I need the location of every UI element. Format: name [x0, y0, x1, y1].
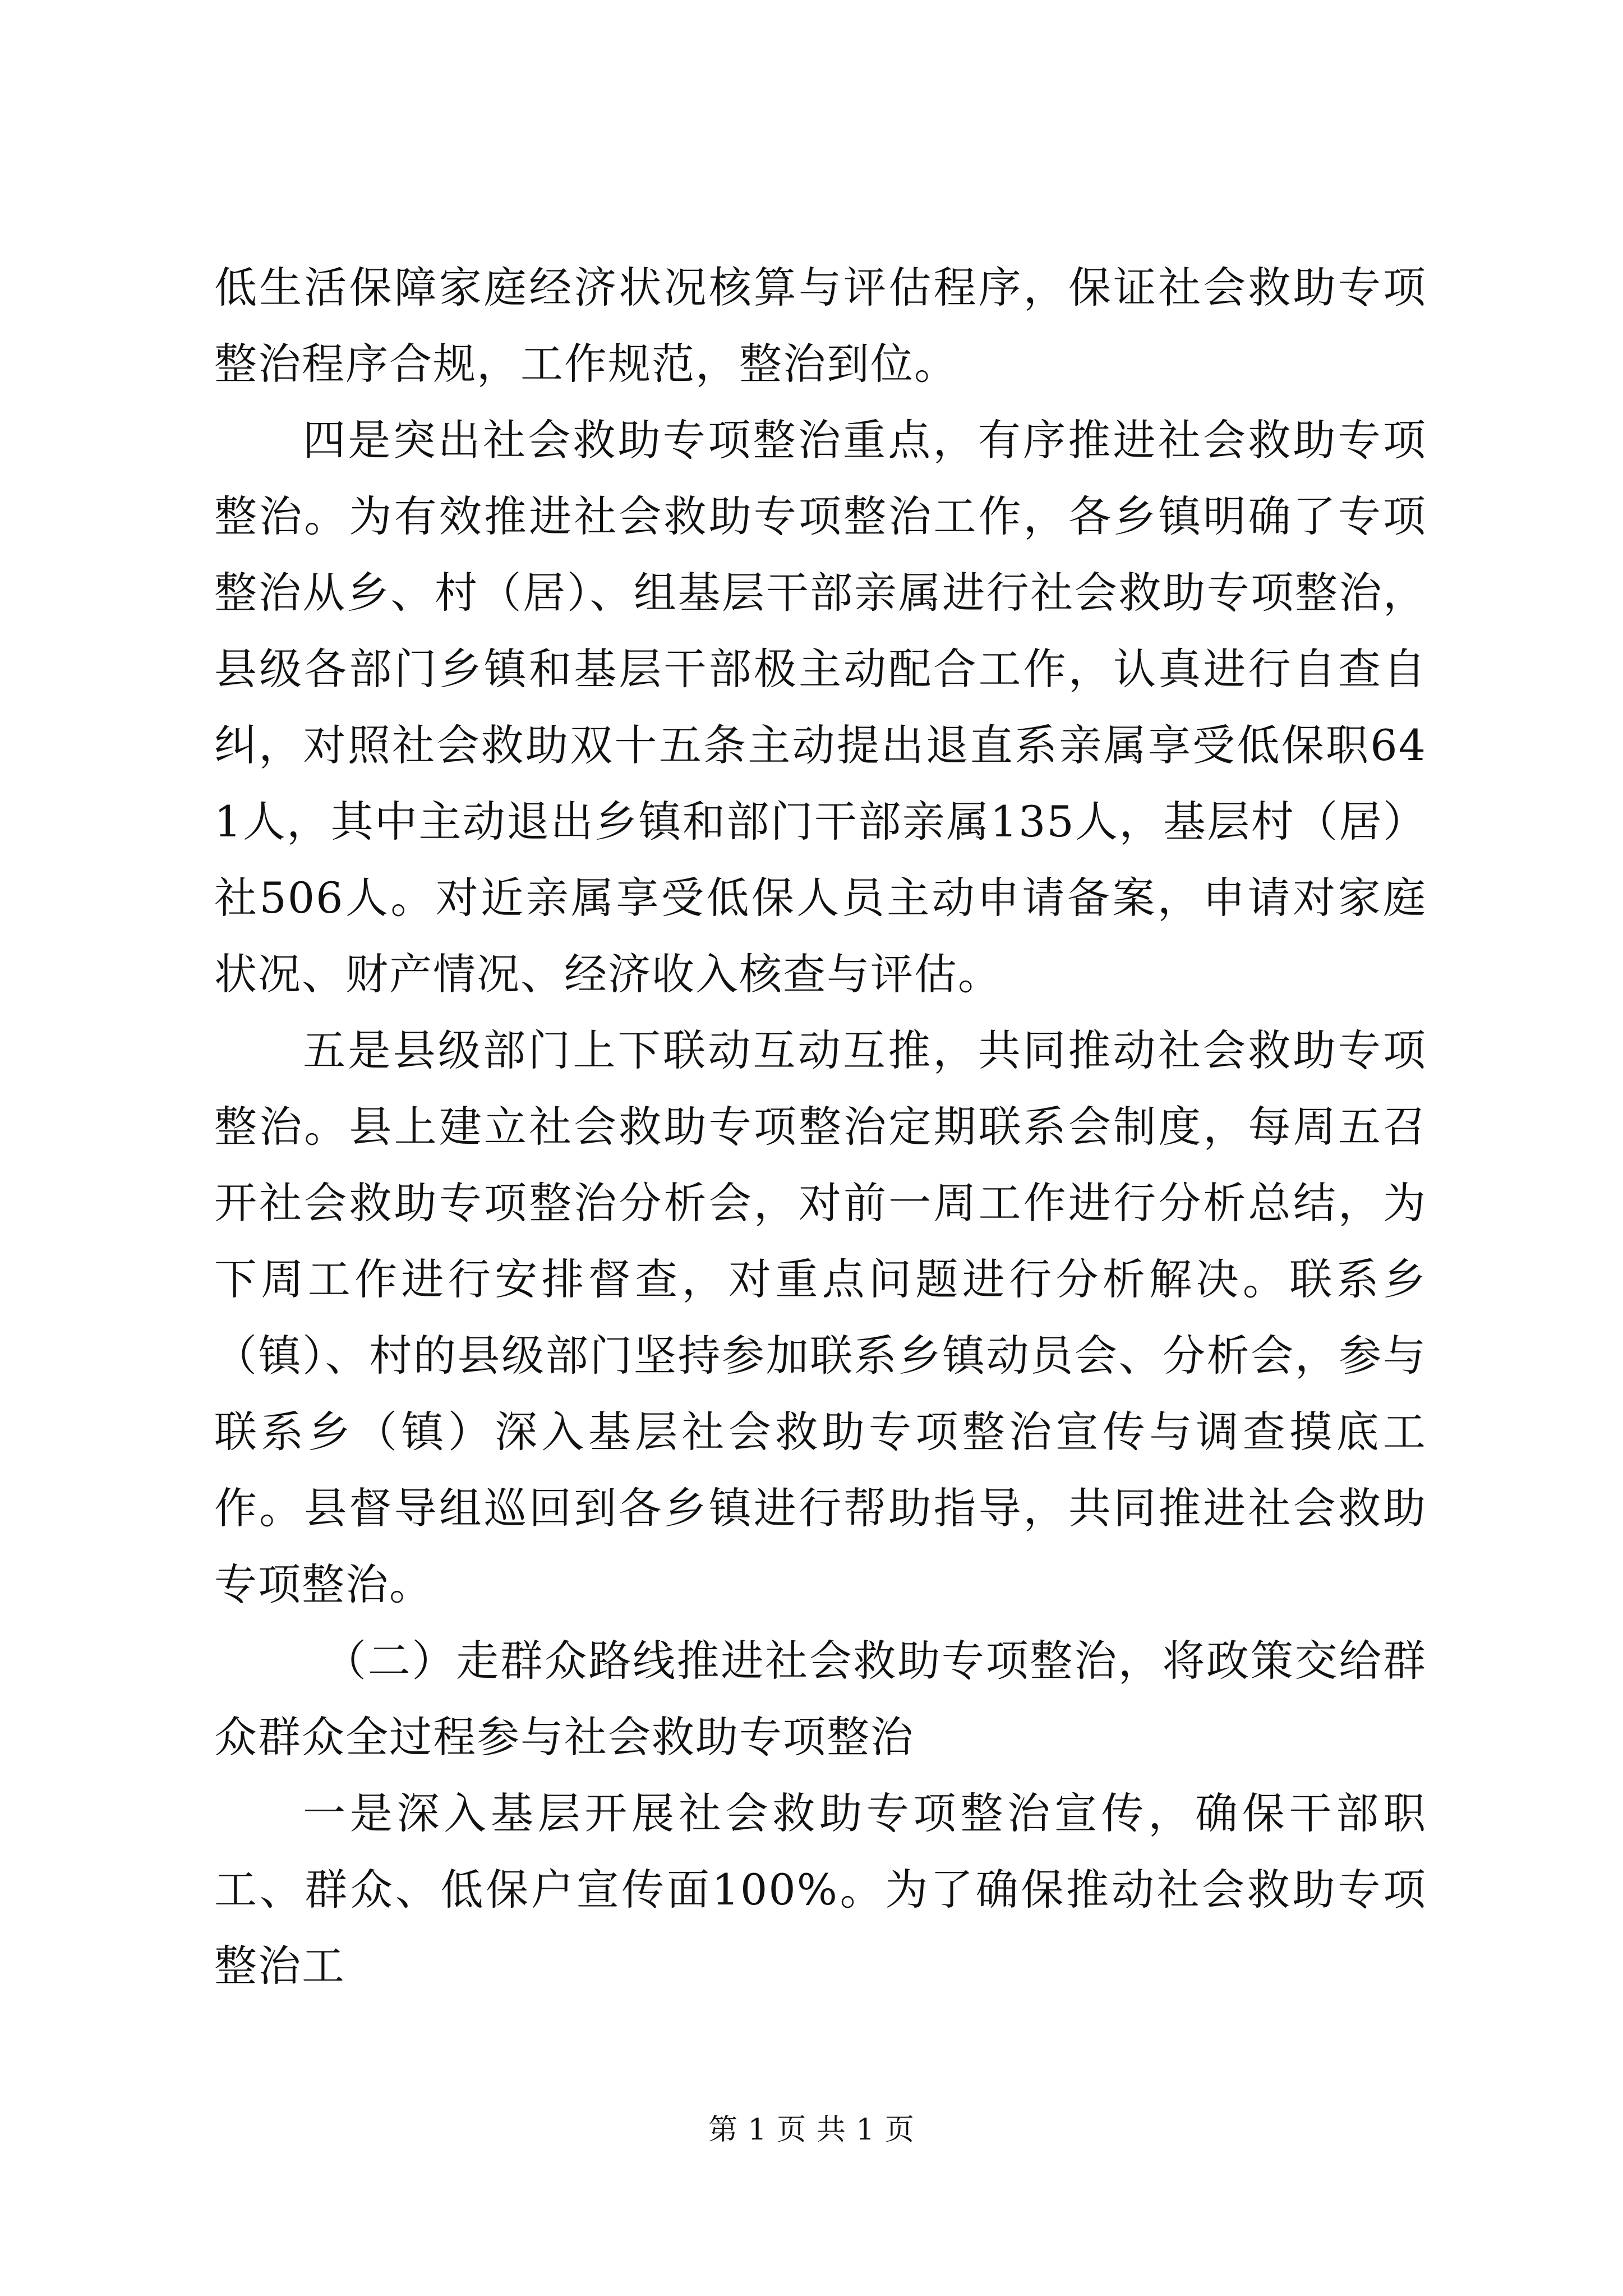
- section-two-heading: （二）走群众路线推进社会救助专项整治，将政策交给群众群众全过程参与社会救助专项整治: [214, 1636, 1427, 1762]
- paragraph-item-four: 四是突出社会救助专项整治重点，有序推进社会救助专项整治。为有效推进社会救助专项整治工作，各乡镇明确了专项整治从乡、村（居）、组基层干部亲属进行社会救助专项整治，县级各部门乡镇和基层干部极主动配合工作，认真进行自查自纠，对照社会救助双十五条主动提出退直系亲属享受低保职641人，其中主动退出乡镇和部门干部亲属135人，基层村（居）社506人。对近亲属享受低保人员主动申请备案，申请对家庭状况、财产情况、经济收入核查与评估。: [214, 415, 1427, 999]
- paragraph-item-five: 五是县级部门上下联动互动互推，共同推动社会救助专项整治。县上建立社会救助专项整治定期联系会制度，每周五召开社会救助专项整治分析会，对前一周工作进行分析总结，为下周工作进行安排督查，对重点问题进行分析解决。联系乡（镇）、村的县级部门坚持参加联系乡镇动员会、分析会，参与联系乡（镇）深入基层社会救助专项整治宣传与调查摸底工作。县督导组巡回到各乡镇进行帮助指导，共同推进社会救助专项整治。: [214, 1025, 1427, 1609]
- paragraph-item-one: 一是深入基层开展社会救助专项整治宣传，确保干部职工、群众、低保户宣传面100%。为了确保推动社会救助专项整治工: [214, 1788, 1427, 1991]
- page-footer: 第 1 页 共 1 页: [708, 2113, 915, 2147]
- body-text: [214, 250, 1427, 2004]
- paragraph-continuation: 低生活保障家庭经济状况核算与评估程序，保证社会救助专项整治程序合规，工作规范，整治到位。: [214, 263, 1427, 389]
